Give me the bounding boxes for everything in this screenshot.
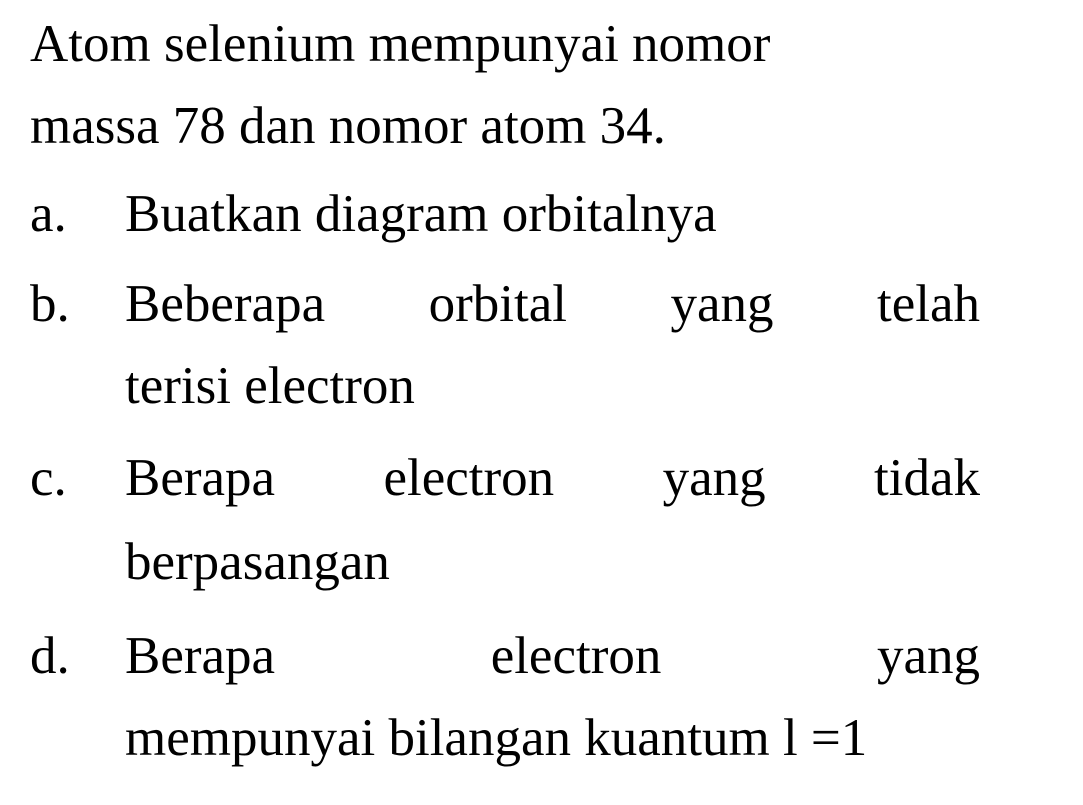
item-continuation: berpasangan — [125, 533, 390, 591]
item-label: c. — [30, 449, 67, 507]
item-continuation: terisi electron — [125, 357, 415, 415]
item-text — [125, 275, 980, 422]
word: Beberapa — [125, 275, 326, 333]
word: yang — [670, 275, 774, 333]
item-line-1 — [125, 627, 980, 692]
word: electron — [490, 627, 662, 685]
item-text — [125, 627, 980, 774]
intro-line-1: Atom selenium mempunyai nomor — [30, 15, 771, 73]
item-label: a. — [30, 185, 67, 243]
word: Berapa — [125, 627, 276, 685]
item-line-2 — [125, 533, 980, 598]
item-continuation: mempunyai bilangan kuantum l =1 — [125, 709, 868, 767]
intro-line-2: massa 78 dan nomor atom 34. — [30, 97, 666, 155]
word: electron — [383, 449, 555, 507]
item-label: d. — [30, 627, 70, 685]
word: orbital — [428, 275, 567, 333]
item-line: Buatkan diagram orbitalnya — [125, 185, 717, 243]
word: telah — [877, 275, 980, 333]
word: Berapa — [125, 449, 276, 507]
item-line-2 — [125, 709, 980, 774]
item-line-2 — [125, 357, 980, 422]
item-text — [125, 185, 980, 250]
item-text — [125, 449, 980, 598]
item-line-1 — [125, 449, 980, 514]
item-line-1 — [125, 275, 980, 340]
word: yang — [876, 627, 980, 685]
item-label: b. — [30, 275, 70, 333]
word: tidak — [874, 449, 980, 507]
word: yang — [662, 449, 766, 507]
